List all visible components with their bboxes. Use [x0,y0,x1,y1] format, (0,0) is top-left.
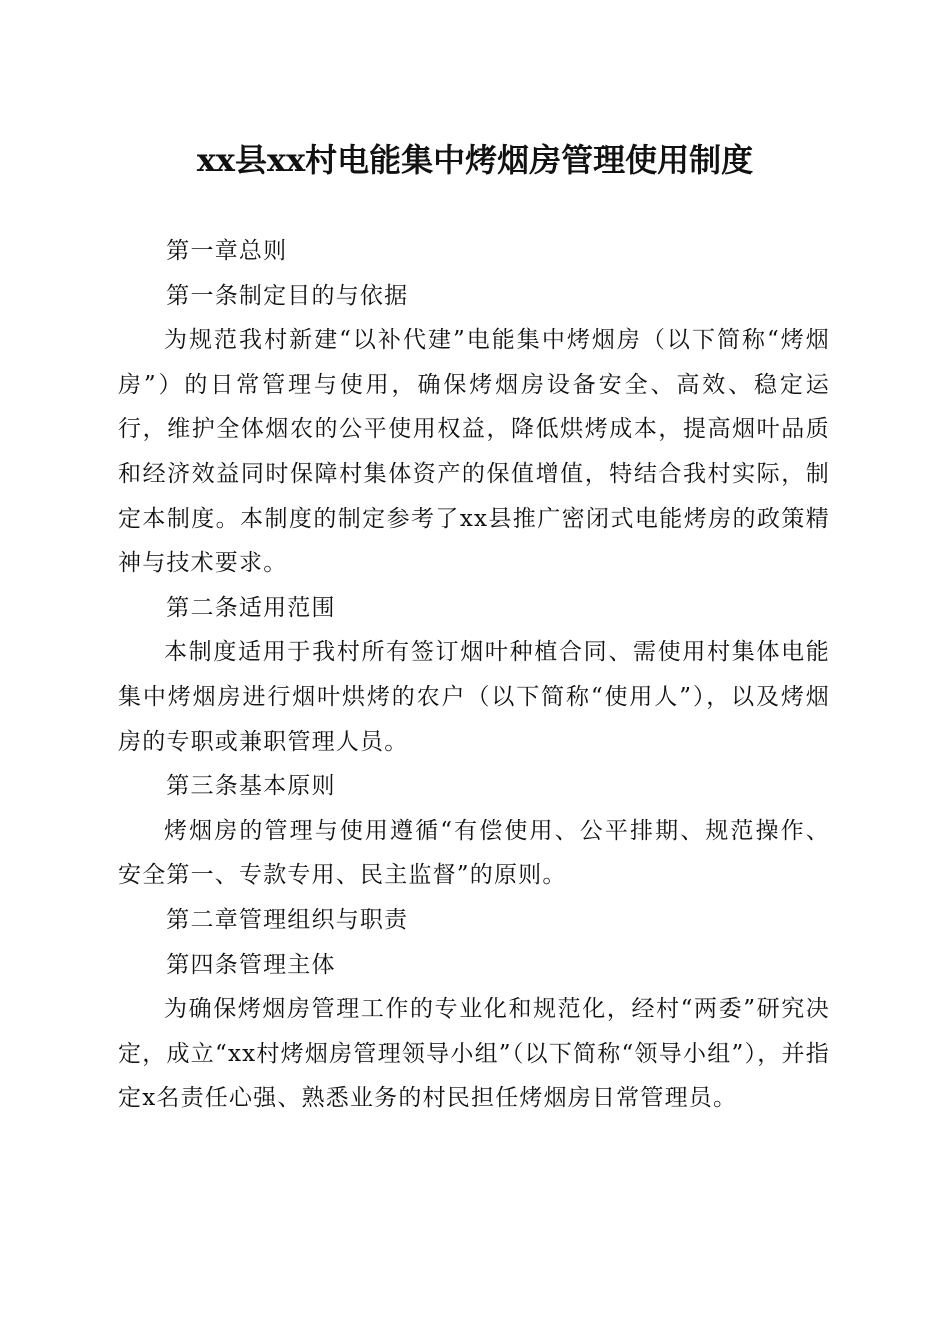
chapter-heading: 第二章管理组织与职责 [166,906,409,933]
paragraph: 烤烟房的管理与使用遵循“有偿使用、公平排期、规范操作、安全第一、专款专用、民主监督”的原则。 [118,817,830,889]
article-heading: 第三条基本原则 [166,773,336,800]
article-heading: 第二条适用范围 [166,594,336,621]
paragraph: 为确保烤烟房管理工作的专业化和规范化，经村“两委”研究决定，成立“xx村烤烟房管理领导小组”（以下简称“领导小组”），并指定x名责任心强、熟悉业务的村民担任烤烟房日常管理员。 [118,996,830,1112]
paragraph: 为规范我村新建“以补代建”电能集中烤烟房（以下简称“烤烟房”）的日常管理与使用，确保烤烟房设备安全、高效、稳定运行，维护全体烟农的公平使用权益，降低烘烤成本，提高烟叶品质和经济效益同时保障村集体资产的保值增值，特结合我村实际，制定本制度。本制度的制定参考了xx县推广密闭式电能烤房的政策精神与技术要求。 [118,327,830,577]
chapter-heading: 第一章总则 [166,238,288,264]
document-title: xx县xx村电能集中烤烟房管理使用制度 [196,141,754,179]
article-heading: 第四条管理主体 [166,951,336,978]
paragraph: 本制度适用于我村所有签订烟叶种植合同、需使用村集体电能集中烤烟房进行烟叶烘烤的农户（以下简称“使用人”），以及烤烟房的专职或兼职管理人员。 [118,639,830,755]
document-body [118,229,830,1121]
article-heading: 第一条制定目的与依据 [166,282,409,309]
